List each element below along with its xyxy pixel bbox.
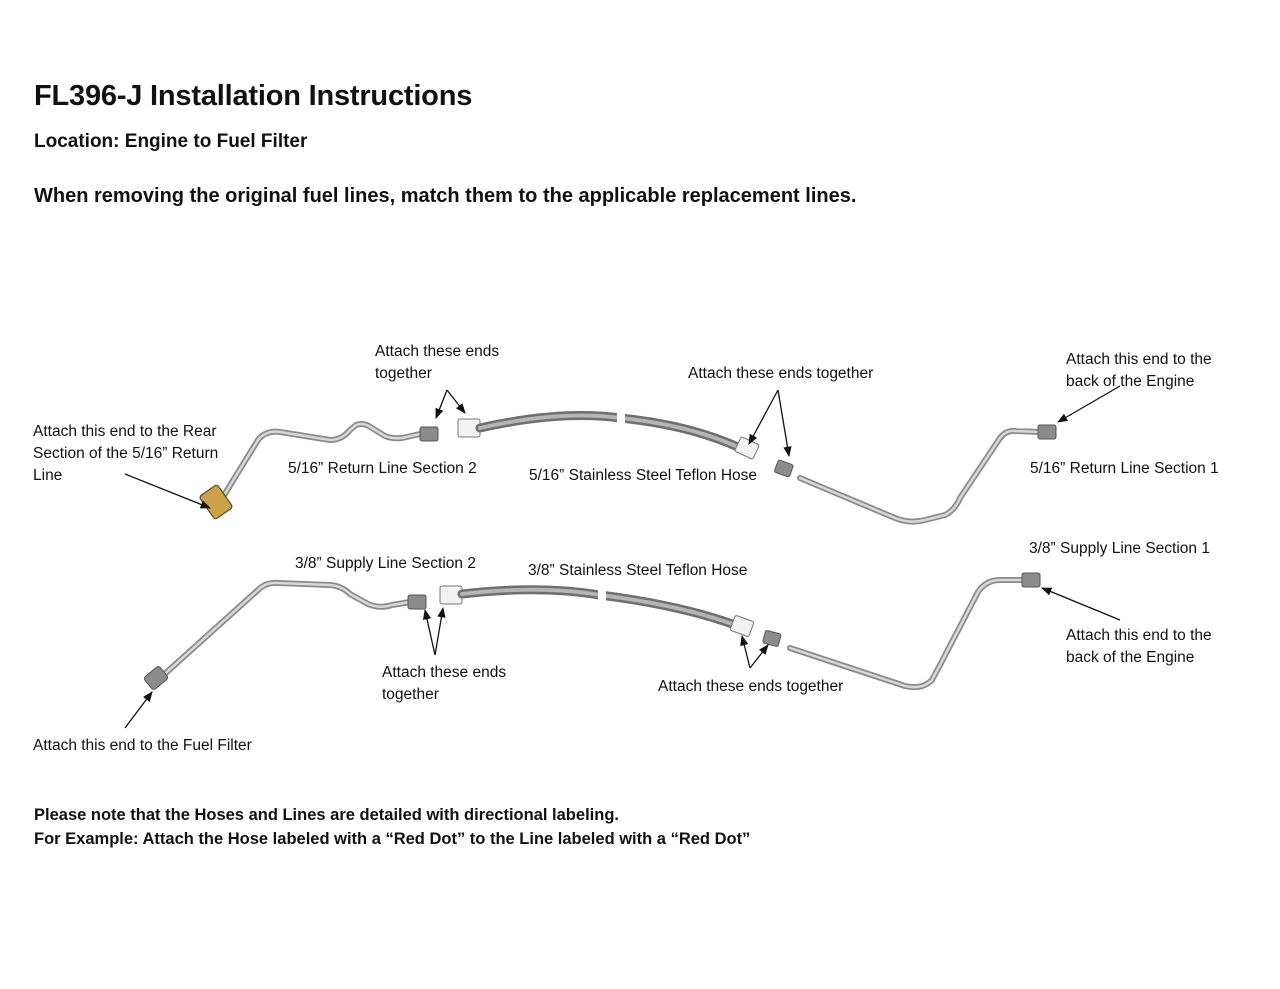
ends-together-bottom-right-label: Attach these ends together — [658, 678, 844, 695]
rear-return-label-3: Line — [33, 467, 63, 484]
return-ss-teflon-hose — [458, 410, 759, 459]
ss-hose-38-label: 3/8” Stainless Steel Teflon Hose — [528, 562, 748, 579]
return-sec2-label: 5/16” Return Line Section 2 — [288, 460, 477, 477]
ends-together-top-right-label: Attach these ends together — [688, 365, 874, 382]
fuel-filter-fitting — [143, 665, 169, 690]
ends-together-top-label-1: Attach these ends — [375, 343, 500, 360]
engine-fitting-top — [1038, 425, 1056, 439]
supply-ss-teflon-hose — [440, 585, 754, 637]
ends-together-top-label-2: together — [375, 365, 432, 382]
instruction-text: When removing the original fuel lines, match them to the applicable replacement lines. — [34, 185, 857, 207]
diagram-labels — [33, 343, 1219, 754]
location-subtitle: Location: Engine to Fuel Filter — [34, 131, 308, 152]
engine-fitting-bottom — [1022, 573, 1040, 587]
supply-sec2-nut — [408, 595, 426, 609]
supply-line-section-1 — [762, 573, 1040, 687]
engine-top-label-1: Attach this end to the — [1066, 351, 1212, 368]
fuel-filter-label: Attach this end to the Fuel Filter — [33, 737, 252, 754]
page-title: FL396-J Installation Instructions — [34, 80, 473, 112]
return-sec1-nut — [774, 460, 793, 478]
note-line-1: Please note that the Hoses and Lines are detailed with directional labeling. — [34, 806, 619, 824]
return-sec2-nut — [420, 427, 438, 441]
note-line-2: For Example: Attach the Hose labeled with a “Red Dot” to the Line labeled with a “Red Dot” — [34, 830, 751, 848]
return-sec1-label: 5/16” Return Line Section 1 — [1030, 460, 1219, 477]
supply-sec2-label: 3/8” Supply Line Section 2 — [295, 555, 476, 572]
callout-arrows — [125, 386, 1120, 728]
rear-return-label-2: Section of the 5/16” Return — [33, 445, 219, 462]
ends-together-bottom-label-1: Attach these ends — [382, 664, 507, 681]
supply-sec1-nut — [762, 630, 781, 647]
ends-together-bottom-label-2: together — [382, 686, 439, 703]
engine-bottom-label-2: back of the Engine — [1066, 649, 1195, 666]
engine-top-label-2: back of the Engine — [1066, 373, 1195, 390]
engine-bottom-label-1: Attach this end to the — [1066, 627, 1212, 644]
rear-return-label-1: Attach this end to the Rear — [33, 423, 217, 440]
supply-sec1-label: 3/8” Supply Line Section 1 — [1029, 540, 1210, 557]
ss-hose-516-label: 5/16” Stainless Steel Teflon Hose — [529, 467, 758, 484]
return-line-section-1 — [774, 425, 1056, 522]
